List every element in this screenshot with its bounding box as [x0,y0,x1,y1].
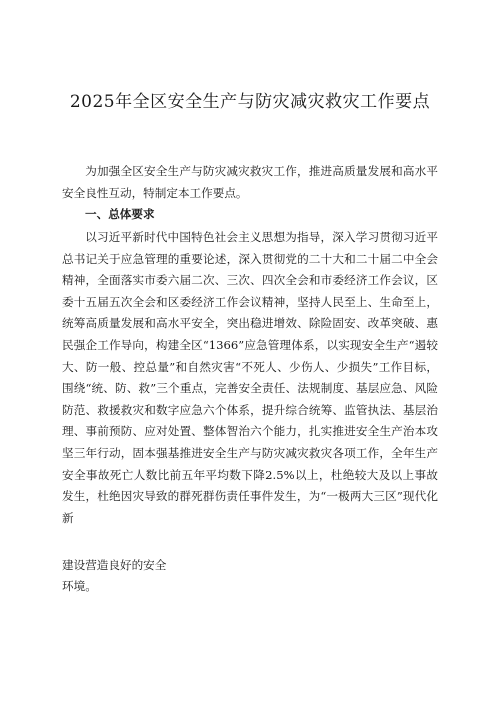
document-title: 2025年全区安全生产与防灾减灾救灾工作要点 [69,92,431,112]
section-body-tail-line: 环境。 [62,579,97,593]
section-body-tail-line: 建设营造良好的安全 [62,558,167,572]
section-body-paragraph: 以习近平新时代中国特色社会主义思想为指导，深入学习贯彻习近平总书记关于应急管理的重要论述，深入贯彻党的二十大和二十届二中全会精神，全面落实市委六届二次、三次、四次全会和市委经济工作会议，区委十五届五次全会和区委经济工作会议精神，坚持人民至上、生命至上，统筹高质量发展和高水平安全，突出稳进增效、除险固安、改革突破、惠民强企工作导向，构建全区“1366”应急管理体系，以实现安全生产“遏较大、防一般、控总量”和自然灾害“不死人、少伤人、少损失”工作目标，围绕“统、防、救”三个重点，完善安全责任、法规制度、基层应急、风险防范、救援救灾和数字应急六个体系，提升综合统筹、监管执法、基层治理、事前预防、应对处置、整体智治六个能力，扎实推进安全生产治本攻坚三年行动，固本强基推进安全生产与防灾减灾救灾各项工作，全年生产安全事故死亡人数比前五年平均数下降2.5%以上，杜绝较大及以上事故发生，杜绝因灾导致的群死群伤责任事件发生，为“一极两大三区”现代化新 [62,230,438,525]
section-heading: 一、总体要求 [85,207,155,221]
intro-paragraph: 为加强全区安全生产与防灾减灾救灾工作，推进高质量发展和高水平安全良性互动，特制定本工作要点。 [62,164,438,200]
